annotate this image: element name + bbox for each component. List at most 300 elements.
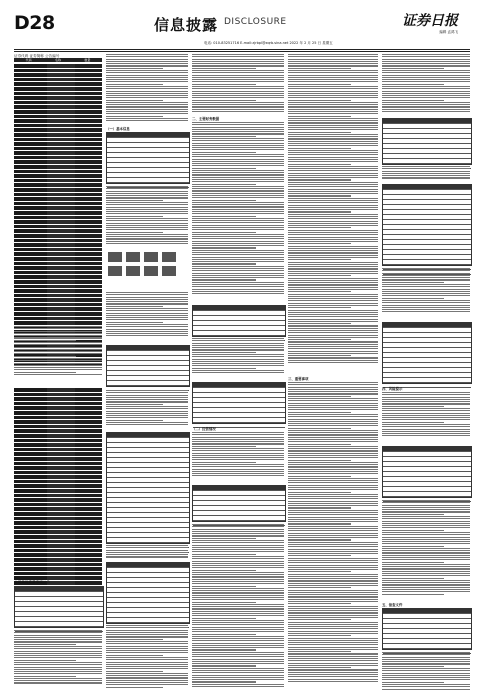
text-line xyxy=(106,104,188,105)
text-line xyxy=(288,106,378,107)
text-line xyxy=(288,533,378,534)
text-line xyxy=(288,287,378,288)
text-line xyxy=(288,512,378,513)
table-cell xyxy=(47,266,75,270)
table-cell xyxy=(75,193,103,197)
table-cell xyxy=(75,397,103,401)
table-cell xyxy=(14,494,47,498)
table-cell xyxy=(75,312,103,316)
table-cell xyxy=(75,411,103,415)
left-table-2-rows xyxy=(14,388,102,558)
text-line xyxy=(14,639,102,640)
text-line xyxy=(192,127,284,128)
text-line xyxy=(288,148,351,149)
table-cell xyxy=(75,133,103,137)
text-line xyxy=(192,75,284,76)
text-line xyxy=(288,72,378,73)
text-line xyxy=(382,573,470,574)
text-line xyxy=(192,241,284,242)
text-line xyxy=(288,409,378,410)
text-line xyxy=(288,294,378,295)
text-line xyxy=(288,321,378,322)
text-line xyxy=(106,319,188,320)
text-line xyxy=(288,346,378,347)
text-line xyxy=(106,662,188,663)
text-line xyxy=(14,635,102,636)
table-cell xyxy=(47,285,75,289)
table-cell xyxy=(14,503,47,507)
left-data-table xyxy=(14,54,102,384)
text-line xyxy=(106,79,188,80)
table-cell xyxy=(75,202,103,206)
text-line xyxy=(192,554,256,555)
text-line xyxy=(106,116,163,117)
text-line xyxy=(288,599,378,600)
text-line xyxy=(288,580,378,581)
table-cell xyxy=(47,480,75,484)
text-line xyxy=(288,562,378,563)
text-line xyxy=(288,523,351,524)
text-line xyxy=(14,356,76,357)
table-cell xyxy=(47,457,75,461)
text-line xyxy=(288,603,351,604)
text-line xyxy=(14,664,102,665)
text-line xyxy=(192,551,284,552)
text-line xyxy=(192,535,284,536)
text-line xyxy=(288,59,378,60)
text-line xyxy=(382,677,470,678)
text-line xyxy=(192,77,284,78)
table-cell xyxy=(75,406,103,410)
text-line xyxy=(382,673,470,674)
text-line xyxy=(288,615,378,616)
text-line xyxy=(192,136,256,137)
text-line xyxy=(106,113,188,114)
text-line xyxy=(192,202,284,203)
text-line xyxy=(382,291,470,292)
left-bottom-grid xyxy=(14,586,104,628)
text-line xyxy=(288,63,378,64)
table-cell xyxy=(47,193,75,197)
text-line xyxy=(382,289,470,290)
text-line xyxy=(288,136,378,137)
text-line xyxy=(288,558,378,559)
text-line xyxy=(382,277,470,278)
table-cell xyxy=(75,471,103,475)
table-cell xyxy=(47,466,75,470)
text-line xyxy=(382,568,470,569)
text-line xyxy=(288,578,378,579)
table-cell xyxy=(47,252,75,256)
text-line xyxy=(106,197,188,198)
table-cell xyxy=(47,512,75,516)
text-line xyxy=(382,537,470,538)
text-line xyxy=(106,641,188,642)
table-cell xyxy=(14,475,47,479)
text-line xyxy=(106,680,188,681)
text-line xyxy=(288,656,378,657)
table-cell xyxy=(75,298,103,302)
text-line xyxy=(192,604,284,605)
text-line xyxy=(106,552,188,553)
text-line xyxy=(192,533,284,534)
table-cell xyxy=(47,572,75,576)
text-line xyxy=(288,357,378,358)
text-line xyxy=(106,664,188,665)
text-line xyxy=(192,193,284,194)
text-line xyxy=(382,511,470,512)
text-line xyxy=(192,197,284,198)
text-line xyxy=(106,397,188,398)
text-line xyxy=(288,574,378,575)
text-line xyxy=(106,68,163,69)
text-line xyxy=(192,613,284,614)
text-line xyxy=(14,667,102,668)
text-line xyxy=(288,489,378,490)
text-line xyxy=(192,270,284,271)
text-line xyxy=(106,77,188,78)
text-line xyxy=(382,270,470,271)
text-line xyxy=(192,184,256,185)
table-cell xyxy=(14,549,47,553)
text-line xyxy=(288,86,378,87)
text-line xyxy=(382,429,470,430)
table-cell xyxy=(75,321,103,325)
text-line xyxy=(382,530,444,531)
section-heading: （一）基本信息 xyxy=(106,127,130,131)
text-line xyxy=(192,570,256,571)
text-line xyxy=(288,88,378,89)
text-line xyxy=(106,406,188,407)
text-line xyxy=(192,547,284,548)
text-line xyxy=(14,372,76,373)
table-cell xyxy=(75,275,103,279)
table-cell xyxy=(14,275,47,279)
table-cell xyxy=(47,507,75,511)
text-line xyxy=(382,305,470,306)
text-line xyxy=(288,113,378,114)
text-line xyxy=(288,319,378,320)
table-cell xyxy=(47,307,75,311)
text-line xyxy=(288,612,378,613)
text-line xyxy=(288,505,378,506)
column-2-text-d xyxy=(106,390,188,430)
risk-table xyxy=(382,446,472,498)
table-cell xyxy=(47,156,75,160)
text-line xyxy=(382,81,470,82)
text-line xyxy=(106,326,188,327)
text-line xyxy=(106,308,188,309)
table-cell xyxy=(47,494,75,498)
text-line xyxy=(14,630,102,631)
text-line xyxy=(288,425,378,426)
text-line xyxy=(288,241,378,242)
text-line xyxy=(288,255,378,256)
table-cell xyxy=(75,151,103,155)
table-cell xyxy=(47,101,75,105)
text-line xyxy=(288,498,378,499)
text-line xyxy=(106,294,188,295)
text-line xyxy=(382,397,470,398)
table-cell xyxy=(47,434,75,438)
table-cell xyxy=(75,294,103,298)
table-cell xyxy=(14,151,47,155)
text-line xyxy=(288,348,378,349)
table-cell xyxy=(14,512,47,516)
reference-table xyxy=(382,608,472,650)
table-cell xyxy=(14,416,47,420)
text-line xyxy=(192,652,284,653)
text-line xyxy=(192,188,284,189)
table-cell xyxy=(75,119,103,123)
table-cell xyxy=(47,420,75,424)
table-cell xyxy=(14,266,47,270)
text-line xyxy=(192,473,284,474)
text-line xyxy=(288,448,378,449)
table-cell xyxy=(75,225,103,229)
text-line xyxy=(288,594,378,595)
text-line xyxy=(106,417,188,418)
table-cell xyxy=(14,411,47,415)
text-line xyxy=(192,670,284,671)
text-line xyxy=(192,622,284,623)
text-line xyxy=(288,335,378,336)
text-line xyxy=(382,63,470,64)
text-line xyxy=(288,551,378,552)
text-line xyxy=(192,345,284,346)
text-line xyxy=(382,657,470,658)
text-line xyxy=(192,457,284,458)
text-line xyxy=(288,460,351,461)
text-line xyxy=(192,538,256,539)
text-line xyxy=(288,492,351,493)
text-line xyxy=(192,133,284,134)
table-cell xyxy=(75,526,103,530)
text-line xyxy=(106,299,188,300)
text-line xyxy=(288,264,378,265)
text-line xyxy=(192,100,256,101)
table-cell xyxy=(75,452,103,456)
text-line xyxy=(106,675,188,676)
text-line xyxy=(192,368,256,369)
text-line xyxy=(288,437,378,438)
text-line xyxy=(382,663,470,664)
text-line xyxy=(382,93,470,94)
table-cell xyxy=(14,484,47,488)
table-cell xyxy=(75,489,103,493)
text-line xyxy=(106,411,188,412)
text-line xyxy=(192,186,284,187)
text-line xyxy=(288,250,378,251)
text-line xyxy=(382,302,470,303)
table-cell xyxy=(14,558,47,562)
text-line xyxy=(14,347,102,348)
text-line xyxy=(288,280,378,281)
text-line xyxy=(192,586,256,587)
text-line xyxy=(192,443,284,444)
table-cell xyxy=(75,165,103,169)
table-cell xyxy=(47,406,75,410)
text-line xyxy=(382,295,470,296)
text-line xyxy=(192,236,284,237)
text-line xyxy=(288,628,378,629)
table-cell xyxy=(14,179,47,183)
table-cell xyxy=(47,567,75,571)
text-line xyxy=(14,369,102,370)
table-cell xyxy=(75,69,103,73)
text-line xyxy=(192,677,284,678)
text-line xyxy=(192,372,284,373)
text-line xyxy=(192,168,256,169)
text-line xyxy=(382,584,470,585)
text-line xyxy=(288,97,378,98)
text-line xyxy=(288,519,378,520)
table-cell xyxy=(75,448,103,452)
text-line xyxy=(288,289,378,290)
text-line xyxy=(288,257,378,258)
text-line xyxy=(288,660,378,661)
text-line xyxy=(288,152,378,153)
table-cell xyxy=(47,243,75,247)
table-cell xyxy=(75,124,103,128)
table-cell xyxy=(47,425,75,429)
table-cell xyxy=(14,298,47,302)
text-line xyxy=(288,405,378,406)
text-line xyxy=(288,631,378,632)
spec-table xyxy=(106,345,190,387)
table-cell xyxy=(14,101,47,105)
table-cell xyxy=(75,243,103,247)
text-line xyxy=(106,390,188,391)
text-line xyxy=(106,220,188,221)
text-line xyxy=(192,86,284,87)
text-line xyxy=(288,284,378,285)
text-line xyxy=(192,359,284,360)
text-line xyxy=(14,374,102,375)
section-heading: 四、风险提示 xyxy=(382,387,403,391)
table-cell xyxy=(47,312,75,316)
text-line xyxy=(288,339,351,340)
text-line xyxy=(14,641,102,642)
text-line xyxy=(106,550,188,551)
text-line xyxy=(192,170,284,171)
text-line xyxy=(288,606,378,607)
text-line xyxy=(288,328,378,329)
text-line xyxy=(192,668,284,669)
text-line xyxy=(192,656,284,657)
text-line xyxy=(192,588,284,589)
table-cell xyxy=(47,211,75,215)
table-cell xyxy=(75,229,103,233)
text-line xyxy=(382,79,470,80)
text-line xyxy=(106,547,188,548)
text-line xyxy=(382,654,470,655)
text-line xyxy=(106,292,188,293)
text-line xyxy=(192,611,284,612)
table-cell xyxy=(14,64,47,68)
table-cell xyxy=(75,507,103,511)
text-line xyxy=(382,684,470,685)
column-4-text-a xyxy=(288,54,378,374)
text-line xyxy=(192,61,284,62)
text-line xyxy=(288,100,351,101)
text-line xyxy=(288,195,351,196)
table-cell xyxy=(47,388,75,392)
text-line xyxy=(192,252,284,253)
text-line xyxy=(382,587,470,588)
text-line xyxy=(288,583,378,584)
text-line xyxy=(192,640,284,641)
table-cell xyxy=(14,138,47,142)
text-line xyxy=(192,138,284,139)
table-cell xyxy=(75,115,103,119)
table-cell xyxy=(75,64,103,68)
text-line xyxy=(14,353,102,354)
table-cell xyxy=(47,69,75,73)
text-line xyxy=(288,642,378,643)
column-2-text-a xyxy=(106,54,188,124)
table-cell xyxy=(75,425,103,429)
table-cell xyxy=(47,489,75,493)
text-line xyxy=(288,278,378,279)
text-line xyxy=(288,601,378,602)
text-line xyxy=(192,206,284,207)
text-line xyxy=(106,630,188,631)
text-line xyxy=(192,583,284,584)
table-cell xyxy=(47,165,75,169)
text-line xyxy=(192,434,284,435)
text-line xyxy=(382,307,470,308)
table-cell xyxy=(47,188,75,192)
text-line xyxy=(288,252,378,253)
table-cell xyxy=(14,110,47,114)
text-line xyxy=(106,632,188,633)
text-line xyxy=(382,410,470,411)
table-cell xyxy=(47,262,75,266)
text-line xyxy=(382,589,470,590)
text-line xyxy=(14,655,102,656)
table-cell xyxy=(75,388,103,392)
text-line xyxy=(382,166,470,167)
text-line xyxy=(192,347,284,348)
text-line xyxy=(288,237,378,238)
text-line xyxy=(288,608,378,609)
text-line xyxy=(382,502,470,503)
text-line xyxy=(192,59,284,60)
text-line xyxy=(288,521,378,522)
text-line xyxy=(192,234,284,235)
table-cell xyxy=(47,202,75,206)
text-line xyxy=(288,393,378,394)
text-line xyxy=(106,673,188,674)
table-cell xyxy=(14,425,47,429)
text-line xyxy=(382,552,470,553)
table-cell xyxy=(75,457,103,461)
text-line xyxy=(192,365,284,366)
text-line xyxy=(192,222,284,223)
audit-table xyxy=(382,322,472,384)
table-cell xyxy=(47,484,75,488)
text-line xyxy=(192,277,284,278)
table-cell xyxy=(47,416,75,420)
text-line xyxy=(192,455,284,456)
text-line xyxy=(14,669,102,670)
text-line xyxy=(106,100,163,101)
text-line xyxy=(192,453,284,454)
text-line xyxy=(192,181,284,182)
text-line xyxy=(106,657,188,658)
table-cell xyxy=(14,544,47,548)
